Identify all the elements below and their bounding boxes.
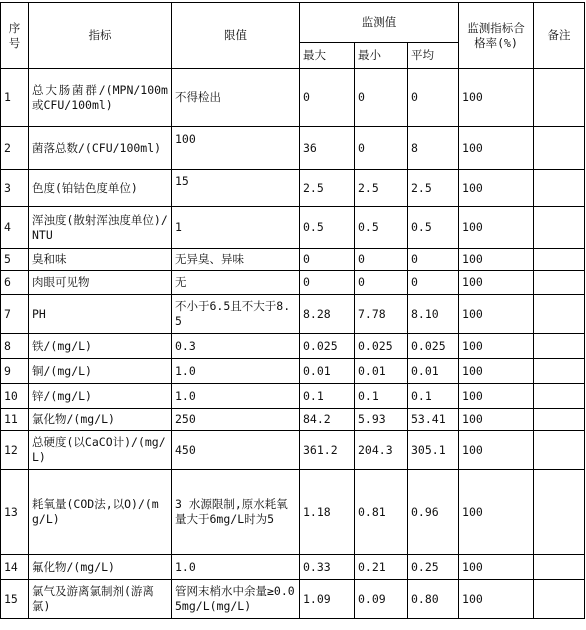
row-min: 0.025 <box>355 334 408 359</box>
row-max: 84.2 <box>300 409 355 431</box>
row-indicator: 总大肠菌群/(MPN/100m或CFU/100ml) <box>29 69 172 127</box>
header-indicator: 指标 <box>29 3 172 69</box>
row-remark <box>534 127 585 170</box>
row-no: 7 <box>1 295 29 334</box>
row-pass-rate: 100 <box>459 334 534 359</box>
row-min: 2.5 <box>355 170 408 207</box>
row-no: 14 <box>1 555 29 580</box>
row-pass-rate: 100 <box>459 555 534 580</box>
row-min: 204.3 <box>355 431 408 470</box>
row-max: 0.01 <box>300 359 355 384</box>
table-row <box>1 359 585 384</box>
row-pass-rate: 100 <box>459 207 534 249</box>
row-min: 0 <box>355 127 408 170</box>
row-min: 0.01 <box>355 359 408 384</box>
header-remark: 备注 <box>534 3 585 69</box>
row-max: 8.28 <box>300 295 355 334</box>
row-no: 1 <box>1 69 29 127</box>
row-indicator: 浑浊度(散射浑浊度单位)/NTU <box>29 207 172 249</box>
row-avg: 53.41 <box>408 409 459 431</box>
row-avg: 305.1 <box>408 431 459 470</box>
row-limit: 无 <box>172 271 300 295</box>
row-pass-rate: 100 <box>459 580 534 619</box>
table-row <box>1 409 585 431</box>
row-max: 1.09 <box>300 580 355 619</box>
row-limit: 1 <box>172 207 300 249</box>
row-avg: 0.96 <box>408 470 459 555</box>
row-min: 0 <box>355 69 408 127</box>
row-min: 0.1 <box>355 384 408 409</box>
header-monitor: 监测值 <box>300 3 459 43</box>
row-indicator: 锌/(mg/L) <box>29 384 172 409</box>
row-indicator: 氯化物/(mg/L) <box>29 409 172 431</box>
table-row <box>1 170 585 207</box>
row-indicator: PH <box>29 295 172 334</box>
row-indicator: 氯气及游离氯制剂(游离氯) <box>29 580 172 619</box>
row-remark <box>534 409 585 431</box>
row-indicator: 肉眼可见物 <box>29 271 172 295</box>
table-row <box>1 334 585 359</box>
row-remark <box>534 295 585 334</box>
table-row <box>1 470 585 555</box>
row-avg: 0 <box>408 249 459 271</box>
row-max: 0 <box>300 271 355 295</box>
row-pass-rate: 100 <box>459 470 534 555</box>
table-row <box>1 580 585 619</box>
row-min: 5.93 <box>355 409 408 431</box>
row-limit: 250 <box>172 409 300 431</box>
row-limit: 1.0 <box>172 359 300 384</box>
row-min: 0 <box>355 249 408 271</box>
row-max: 0 <box>300 249 355 271</box>
row-remark <box>534 207 585 249</box>
row-limit: 不小于6.5且不大于8.5 <box>172 295 300 334</box>
row-avg: 0.025 <box>408 334 459 359</box>
row-min: 0.09 <box>355 580 408 619</box>
header-max: 最大 <box>300 43 355 69</box>
row-pass-rate: 100 <box>459 127 534 170</box>
row-limit: 管网末梢水中余量≥0.05mg/L(mg/L) <box>172 580 300 619</box>
row-limit: 1.0 <box>172 555 300 580</box>
row-remark <box>534 271 585 295</box>
table-row <box>1 207 585 249</box>
row-indicator: 氟化物/(mg/L) <box>29 555 172 580</box>
row-avg: 0.80 <box>408 580 459 619</box>
row-no: 10 <box>1 384 29 409</box>
row-no: 6 <box>1 271 29 295</box>
row-min: 7.78 <box>355 295 408 334</box>
row-remark <box>534 170 585 207</box>
row-indicator: 臭和味 <box>29 249 172 271</box>
row-min: 0.21 <box>355 555 408 580</box>
row-no: 12 <box>1 431 29 470</box>
row-indicator: 铜/(mg/L) <box>29 359 172 384</box>
row-remark <box>534 249 585 271</box>
row-pass-rate: 100 <box>459 409 534 431</box>
row-avg: 8 <box>408 127 459 170</box>
header-seq: 序号 <box>1 3 29 69</box>
header-pass-rate: 监测指标合格率(%) <box>459 3 534 69</box>
row-remark <box>534 470 585 555</box>
row-no: 3 <box>1 170 29 207</box>
row-indicator: 总硬度(以CaCO计)/(mg/L) <box>29 431 172 470</box>
row-remark <box>534 580 585 619</box>
row-limit: 无异臭、异味 <box>172 249 300 271</box>
row-limit: 450 <box>172 431 300 470</box>
row-max: 1.18 <box>300 470 355 555</box>
row-limit: 0.3 <box>172 334 300 359</box>
table-row <box>1 69 585 127</box>
row-avg: 8.10 <box>408 295 459 334</box>
row-remark <box>534 359 585 384</box>
row-indicator: 耗氧量(COD法,以O)/(mg/L) <box>29 470 172 555</box>
row-no: 4 <box>1 207 29 249</box>
row-min: 0.81 <box>355 470 408 555</box>
row-no: 9 <box>1 359 29 384</box>
row-limit: 1.0 <box>172 384 300 409</box>
row-remark <box>534 384 585 409</box>
row-max: 0.5 <box>300 207 355 249</box>
row-remark <box>534 431 585 470</box>
row-avg: 0.25 <box>408 555 459 580</box>
row-max: 36 <box>300 127 355 170</box>
row-avg: 0 <box>408 69 459 127</box>
row-avg: 0.5 <box>408 207 459 249</box>
row-remark <box>534 69 585 127</box>
row-no: 15 <box>1 580 29 619</box>
row-remark <box>534 555 585 580</box>
row-pass-rate: 100 <box>459 170 534 207</box>
row-limit: 15 <box>172 170 300 207</box>
row-avg: 0.01 <box>408 359 459 384</box>
row-avg: 2.5 <box>408 170 459 207</box>
row-max: 0.33 <box>300 555 355 580</box>
header-min: 最小 <box>355 43 408 69</box>
row-min: 0 <box>355 271 408 295</box>
table-row <box>1 431 585 470</box>
table-row <box>1 249 585 271</box>
row-pass-rate: 100 <box>459 384 534 409</box>
row-no: 2 <box>1 127 29 170</box>
row-pass-rate: 100 <box>459 431 534 470</box>
row-pass-rate: 100 <box>459 69 534 127</box>
table-row <box>1 271 585 295</box>
header-row <box>1 3 585 43</box>
row-avg: 0 <box>408 271 459 295</box>
row-indicator: 菌落总数/(CFU/100ml) <box>29 127 172 170</box>
row-min: 0.5 <box>355 207 408 249</box>
row-no: 13 <box>1 470 29 555</box>
row-remark <box>534 334 585 359</box>
row-pass-rate: 100 <box>459 249 534 271</box>
row-max: 0.1 <box>300 384 355 409</box>
header-avg: 平均 <box>408 43 459 69</box>
row-max: 361.2 <box>300 431 355 470</box>
row-avg: 0.1 <box>408 384 459 409</box>
row-indicator: 色度(铂钴色度单位) <box>29 170 172 207</box>
row-pass-rate: 100 <box>459 295 534 334</box>
table-row <box>1 127 585 170</box>
row-pass-rate: 100 <box>459 271 534 295</box>
row-no: 11 <box>1 409 29 431</box>
row-limit: 3 水源限制,原水耗氧量大于6mg/L时为5 <box>172 470 300 555</box>
row-limit: 100 <box>172 127 300 170</box>
row-indicator: 铁/(mg/L) <box>29 334 172 359</box>
table-row <box>1 555 585 580</box>
water-quality-table <box>0 2 585 619</box>
row-no: 8 <box>1 334 29 359</box>
table-row <box>1 295 585 334</box>
header-limit: 限值 <box>172 3 300 69</box>
row-pass-rate: 100 <box>459 359 534 384</box>
row-limit: 不得检出 <box>172 69 300 127</box>
row-max: 0.025 <box>300 334 355 359</box>
table-row <box>1 384 585 409</box>
row-no: 5 <box>1 249 29 271</box>
row-max: 0 <box>300 69 355 127</box>
row-max: 2.5 <box>300 170 355 207</box>
